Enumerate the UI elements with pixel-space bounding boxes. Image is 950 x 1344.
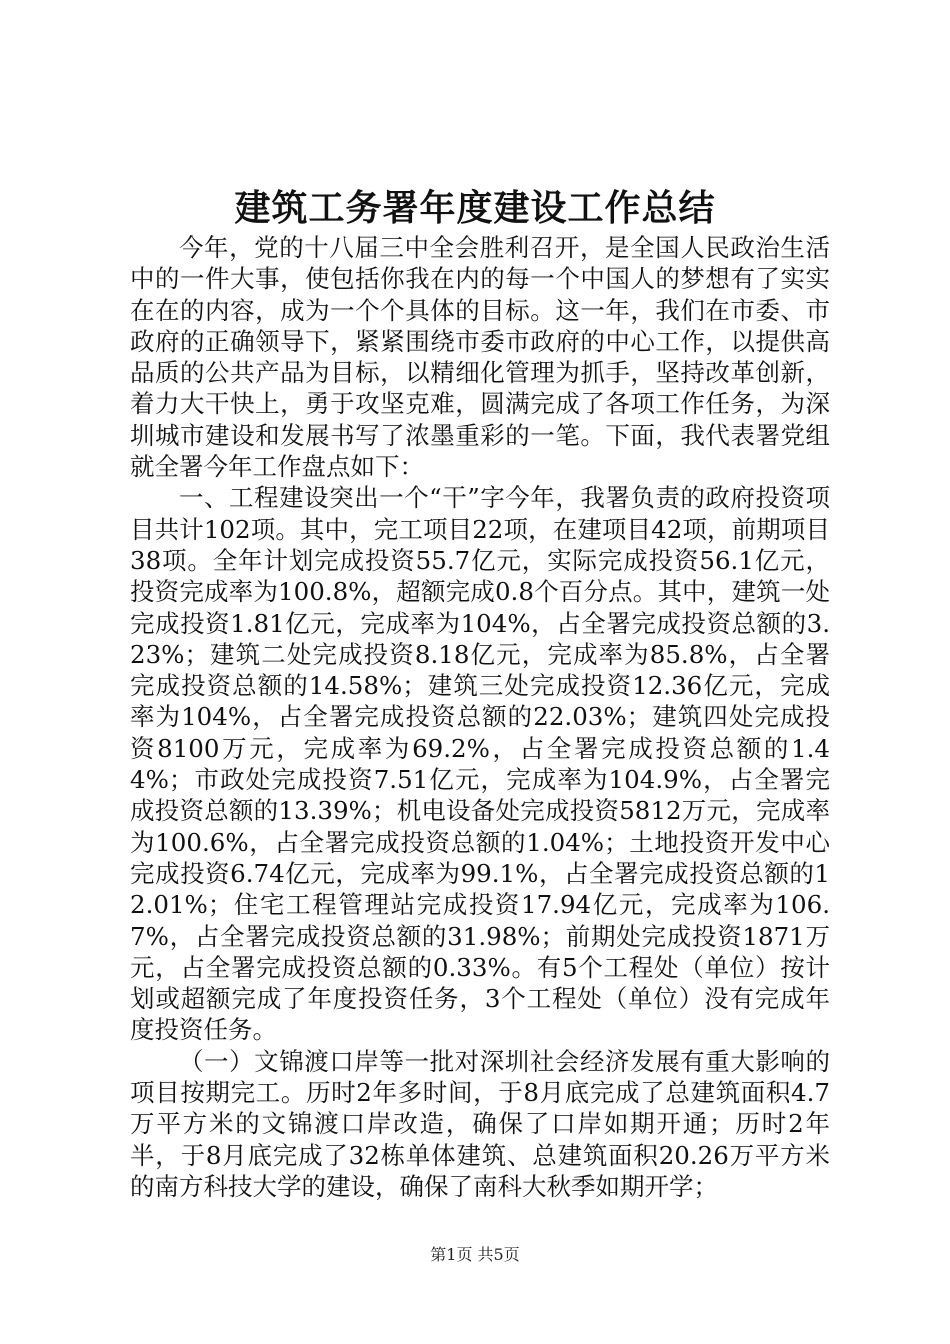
page-number-footer: 第1页 共5页 bbox=[430, 1245, 520, 1264]
paragraph-projects-completed: （一）文锦渡口岸等一批对深圳社会经济发展有重大影响的项目按期完工。历时2年多时间，于8月底完成了总建筑面积4.7万平方米的文锦渡口岸改造，确保了口岸如期开通；历时2年半，于8月底完成了32栋单体建筑、总建筑面积20.26万平方米的南方科技大学的建设，确保了南科大秋季如期开学； bbox=[130, 1046, 830, 1201]
paragraph-engineering: 一、工程建设突出一个“干”字今年，我署负责的政府投资项目共计102项。其中，完工项目22项，在建项目42项，前期项目38项。全年计划完成投资55.7亿元，实际完成投资56.1亿元，投资完成率为100.8%，超额完成0.8个百分点。其中，建筑一处完成投资1.81亿元，完成率为104%，占全署完成投资总额的3.23%；建筑二处完成投资8.18亿元，完成率为85.8%，占全署完成投资总额的14.58%；建筑三处完成投资12.36亿元，完成率为104%，占全署完成投资总额的22.03%；建筑四处完成投资8100万元，完成率为69.2%，占全署完成投资总额的1.44%；市政处完成投资7.51亿元，完成率为104.9%，占全署完成投资总额的13.39%；机电设备处完成投资5812万元，完成率为100.6%，占全署完成投资总额的1.04%；土地投资开发中心完成投资6.74亿元，完成率为99.1%，占全署完成投资总额的12.01%；住宅工程管理站完成投资17.94亿元，完成率为106.7%，占全署完成投资总额的31.98%；前期处完成投资1871万元，占全署完成投资总额的0.33%。有5个工程处（单位）按计划或超额完成了年度投资任务，3个工程处（单位）没有完成年度投资任务。 bbox=[130, 483, 830, 1045]
document-title: 建筑工务署年度建设工作总结 bbox=[234, 187, 716, 229]
document-body bbox=[130, 232, 830, 1202]
paragraph-intro: 今年，党的十八届三中全会胜利召开，是全国人民政治生活中的一件大事，使包括你我在内的每一个中国人的梦想有了实实在在的内容，成为一个个具体的目标。这一年，我们在市委、市政府的正确领导下，紧紧围绕市委市政府的中心工作，以提供高品质的公共产品为目标，以精细化管理为抓手，坚持改革创新，着力大干快上，勇于攻坚克难，圆满完成了各项工作任务，为深圳城市建设和发展书写了浓墨重彩的一笔。下面，我代表署党组就全署今年工作盘点如下： bbox=[130, 233, 830, 482]
